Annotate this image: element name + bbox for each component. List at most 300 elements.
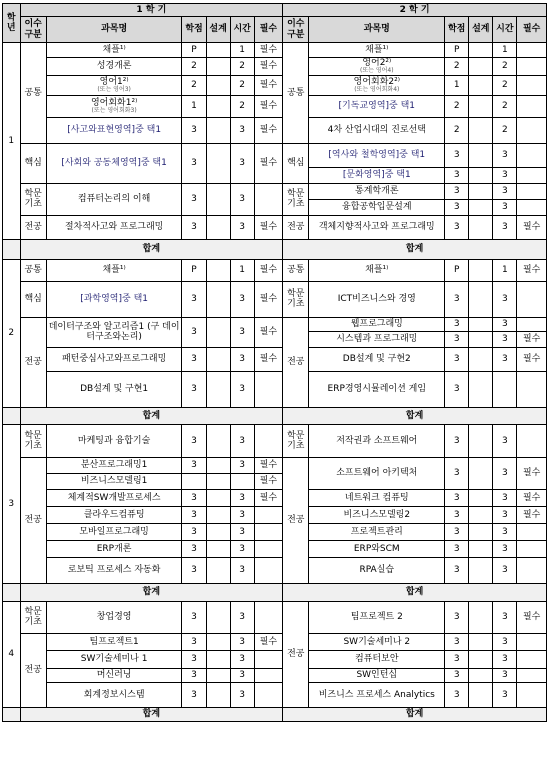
table-row — [3, 650, 547, 668]
course-credit-s2: 3 — [445, 633, 469, 650]
table-row — [3, 43, 547, 58]
header-course-s1: 과목명 — [46, 17, 182, 43]
course-type-s1: 학문기초 — [20, 424, 46, 457]
course-name-s1: 성경개론 — [46, 58, 182, 76]
course-hours-s1: 3 — [230, 183, 254, 215]
course-hours-s2: 2 — [493, 95, 517, 117]
course-hours-s2: 2 — [493, 75, 517, 95]
course-req-s2: 필수 — [517, 506, 547, 523]
year-cell — [3, 407, 21, 424]
course-type-s1: 전공 — [20, 457, 46, 583]
course-name-s2: SW인턴십 — [309, 668, 445, 682]
course-type-s2: 전공 — [283, 215, 309, 239]
course-req-s1 — [254, 601, 282, 633]
table-row — [3, 457, 547, 473]
course-credit-s1: 3 — [182, 281, 206, 317]
course-credit-s2: 3 — [445, 317, 469, 331]
course-design-s2 — [469, 682, 493, 707]
table-row — [3, 601, 547, 633]
course-design-s1 — [206, 95, 230, 117]
course-design-s2 — [469, 650, 493, 668]
course-design-s1 — [206, 43, 230, 58]
course-req-s2: 필수 — [517, 601, 547, 633]
course-name-s2: 영어2²⁾ (또는 영어4) — [309, 58, 445, 76]
course-req-s1: 필수 — [254, 143, 282, 183]
header-design-s1: 설계 — [206, 17, 230, 43]
table-row — [3, 489, 547, 506]
course-req-s2 — [517, 199, 547, 215]
course-hours-s1: 3 — [230, 668, 254, 682]
course-hours-s1: 3 — [230, 682, 254, 707]
total-label-s2: 합계 — [283, 583, 547, 601]
course-design-s2 — [469, 43, 493, 58]
course-hours-s1 — [230, 473, 254, 489]
course-hours-s1: 3 — [230, 215, 254, 239]
course-credit-s1: 2 — [182, 58, 206, 76]
year-cell: 4 — [3, 601, 21, 707]
course-credit-s1: 3 — [182, 557, 206, 583]
course-hours-s1: 3 — [230, 424, 254, 457]
course-name-s1: 팀프로젝트1 — [46, 633, 182, 650]
course-name-s1: 채플¹⁾ — [46, 259, 182, 281]
course-design-s1 — [206, 371, 230, 407]
course-design-s1 — [206, 489, 230, 506]
table-row — [3, 668, 547, 682]
course-type-s1: 전공 — [20, 317, 46, 407]
course-credit-s1: 3 — [182, 601, 206, 633]
course-req-s2 — [517, 43, 547, 58]
course-design-s1 — [206, 473, 230, 489]
course-type-s1: 공통 — [20, 259, 46, 281]
total-label-s2: 합계 — [283, 239, 547, 259]
table-row — [3, 707, 547, 721]
course-name-s2: 채플¹⁾ — [309, 43, 445, 58]
course-design-s1 — [206, 457, 230, 473]
year-cell: 1 — [3, 43, 21, 240]
table-row — [3, 506, 547, 523]
course-design-s1 — [206, 650, 230, 668]
year-cell: 2 — [3, 259, 21, 407]
course-credit-s2: 3 — [445, 682, 469, 707]
course-req-s2 — [517, 371, 547, 407]
course-hours-s1: 3 — [230, 650, 254, 668]
course-design-s1 — [206, 215, 230, 239]
course-design-s2 — [469, 117, 493, 143]
course-design-s1 — [206, 557, 230, 583]
table-row — [3, 557, 547, 583]
course-hours-s2: 3 — [493, 143, 517, 167]
course-req-s1: 필수 — [254, 215, 282, 239]
course-name-s1: SW기술세미나 1 — [46, 650, 182, 668]
course-hours-s2: 3 — [493, 457, 517, 489]
course-credit-s2: 3 — [445, 650, 469, 668]
course-design-s2 — [469, 557, 493, 583]
course-credit-s2: 3 — [445, 347, 469, 371]
course-name-s2: ERP경영시뮬레이션 게임 — [309, 371, 445, 407]
course-req-s2: 필수 — [517, 331, 547, 347]
course-hours-s2: 3 — [493, 601, 517, 633]
header-required-s1: 필수 — [254, 17, 282, 43]
course-name-s1: 분산프로그래밍1 — [46, 457, 182, 473]
course-req-s2 — [517, 95, 547, 117]
course-credit-s2: 1 — [445, 75, 469, 95]
course-name-s1: [사회와 공동체영역]중 택1 — [46, 143, 182, 183]
course-design-s2 — [469, 424, 493, 457]
total-row — [3, 239, 547, 259]
course-type-s2: 공통 — [283, 259, 309, 281]
course-credit-s1: 3 — [182, 143, 206, 183]
table-row — [3, 75, 547, 95]
year-cell — [3, 583, 21, 601]
course-design-s1 — [206, 682, 230, 707]
course-name-s1: 로보틱 프로세스 자동화 — [46, 557, 182, 583]
course-credit-s1: 3 — [182, 183, 206, 215]
course-name-s2: 시스템과 프로그래밍 — [309, 331, 445, 347]
course-credit-s1: 1 — [182, 95, 206, 117]
course-credit-s1: 3 — [182, 633, 206, 650]
course-name-s1: [과학영역]중 택1 — [46, 281, 182, 317]
header-semester-2: 2 학 기 — [283, 4, 547, 17]
course-credit-s2: 3 — [445, 281, 469, 317]
course-name-s2: 팀프로젝트 2 — [309, 601, 445, 633]
table-row — [3, 58, 547, 76]
course-name-s1: 데이터구조와 알고리즘1 (구 데이터구조와논리) — [46, 317, 182, 347]
course-hours-s2 — [493, 371, 517, 407]
course-hours-s2: 3 — [493, 424, 517, 457]
course-design-s1 — [206, 668, 230, 682]
course-hours-s1: 3 — [230, 506, 254, 523]
course-hours-s2: 3 — [493, 682, 517, 707]
course-req-s1: 필수 — [254, 457, 282, 473]
course-req-s2 — [517, 557, 547, 583]
course-credit-s1: 3 — [182, 506, 206, 523]
course-type-s2: 전공 — [283, 601, 309, 707]
course-name-s2: 채플¹⁾ — [309, 259, 445, 281]
total-label-s2: 합계 — [283, 407, 547, 424]
course-type-s1: 학문기초 — [20, 183, 46, 215]
total-label-s1: 합계 — [20, 707, 283, 721]
total-label-s1: 합계 — [20, 239, 283, 259]
course-hours-s2: 3 — [493, 317, 517, 331]
course-name-s1: 창업경영 — [46, 601, 182, 633]
course-hours-s1: 3 — [230, 457, 254, 473]
table-row — [3, 259, 547, 281]
course-hours-s1: 3 — [230, 347, 254, 371]
course-req-s2 — [517, 682, 547, 707]
course-req-s1: 필수 — [254, 58, 282, 76]
course-req-s2: 필수 — [517, 489, 547, 506]
course-hours-s2: 3 — [493, 167, 517, 183]
course-design-s2 — [469, 331, 493, 347]
course-hours-s2: 3 — [493, 557, 517, 583]
course-type-s1: 학문기초 — [20, 601, 46, 633]
course-req-s1: 필수 — [254, 95, 282, 117]
course-design-s1 — [206, 540, 230, 557]
course-credit-s2: P — [445, 43, 469, 58]
course-hours-s2: 3 — [493, 633, 517, 650]
course-hours-s2: 3 — [493, 347, 517, 371]
course-type-s1: 공통 — [20, 43, 46, 144]
course-req-s1: 필수 — [254, 117, 282, 143]
course-design-s2 — [469, 317, 493, 331]
course-credit-s1: 3 — [182, 424, 206, 457]
course-name-s2: 4차 산업시대의 진로선택 — [309, 117, 445, 143]
course-credit-s1: 3 — [182, 457, 206, 473]
course-name-s2: ERP와SCM — [309, 540, 445, 557]
course-design-s1 — [206, 523, 230, 540]
course-req-s2 — [517, 143, 547, 167]
course-name-s2: 융합공학입문설계 — [309, 199, 445, 215]
course-credit-s2: 3 — [445, 668, 469, 682]
course-type-s1: 전공 — [20, 215, 46, 239]
course-design-s1 — [206, 633, 230, 650]
course-req-s1 — [254, 424, 282, 457]
course-type-s2: 학문기초 — [283, 281, 309, 317]
course-req-s2: 필수 — [517, 215, 547, 239]
course-credit-s2: 2 — [445, 95, 469, 117]
course-hours-s2: 2 — [493, 58, 517, 76]
total-label-s1: 합계 — [20, 407, 283, 424]
course-req-s1: 필수 — [254, 633, 282, 650]
total-label-s1: 합계 — [20, 583, 283, 601]
course-design-s2 — [469, 215, 493, 239]
table-row — [3, 215, 547, 239]
course-credit-s2: 3 — [445, 506, 469, 523]
course-hours-s1: 3 — [230, 523, 254, 540]
course-design-s1 — [206, 58, 230, 76]
course-req-s1 — [254, 371, 282, 407]
course-name-s1: 채플¹⁾ — [46, 43, 182, 58]
course-req-s1 — [254, 523, 282, 540]
table-row — [3, 95, 547, 117]
course-hours-s2: 3 — [493, 523, 517, 540]
header-year: 학년 — [3, 4, 21, 43]
course-credit-s1: 3 — [182, 668, 206, 682]
table-row — [3, 117, 547, 143]
course-design-s2 — [469, 506, 493, 523]
year-cell — [3, 239, 21, 259]
course-design-s1 — [206, 347, 230, 371]
course-hours-s2: 3 — [493, 183, 517, 199]
course-design-s2 — [469, 259, 493, 281]
course-type-s1: 핵심 — [20, 281, 46, 317]
course-design-s1 — [206, 259, 230, 281]
course-req-s2 — [517, 523, 547, 540]
course-hours-s2: 1 — [493, 43, 517, 58]
course-design-s2 — [469, 95, 493, 117]
course-req-s1 — [254, 540, 282, 557]
course-name-s1: 머신러닝 — [46, 668, 182, 682]
course-design-s1 — [206, 143, 230, 183]
course-hours-s1: 3 — [230, 633, 254, 650]
course-req-s2 — [517, 58, 547, 76]
course-design-s1 — [206, 183, 230, 215]
course-hours-s2: 3 — [493, 215, 517, 239]
course-design-s2 — [469, 601, 493, 633]
course-req-s1: 필수 — [254, 75, 282, 95]
course-hours-s1: 3 — [230, 143, 254, 183]
course-credit-s2: 3 — [445, 424, 469, 457]
header-course-s2: 과목명 — [309, 17, 445, 43]
course-hours-s1: 3 — [230, 557, 254, 583]
course-design-s2 — [469, 281, 493, 317]
course-req-s2 — [517, 167, 547, 183]
table-row — [3, 540, 547, 557]
course-name-s1: ERP개론 — [46, 540, 182, 557]
course-name-s2: 소프트웨어 아키텍처 — [309, 457, 445, 489]
table-row — [3, 633, 547, 650]
course-name-s2: 웹프로그래밍 — [309, 317, 445, 331]
course-hours-s2: 3 — [493, 489, 517, 506]
course-credit-s2: 3 — [445, 371, 469, 407]
year-cell — [3, 707, 21, 721]
table-row — [3, 143, 547, 167]
course-name-s1: 절차적사고와 프로그래밍 — [46, 215, 182, 239]
course-name-s1: 클라우드컴퓨팅 — [46, 506, 182, 523]
course-credit-s2: 3 — [445, 215, 469, 239]
course-hours-s1: 1 — [230, 259, 254, 281]
course-credit-s2: 2 — [445, 117, 469, 143]
course-hours-s1: 3 — [230, 317, 254, 347]
course-hours-s1: 3 — [230, 281, 254, 317]
course-name-s2: 저작권과 소프트웨어 — [309, 424, 445, 457]
course-name-s2: SW기술세미나 2 — [309, 633, 445, 650]
course-design-s2 — [469, 183, 493, 199]
course-credit-s1: 3 — [182, 540, 206, 557]
course-name-s1: 회계정보시스템 — [46, 682, 182, 707]
table-row — [3, 347, 547, 371]
course-name-s2: 객체지향적사고와 프로그래밍 — [309, 215, 445, 239]
course-credit-s2: 3 — [445, 331, 469, 347]
course-name-s2: ICT비즈니스와 경영 — [309, 281, 445, 317]
course-hours-s2: 3 — [493, 668, 517, 682]
course-credit-s2: 2 — [445, 58, 469, 76]
course-hours-s2: 3 — [493, 506, 517, 523]
table-row — [3, 424, 547, 457]
course-name-s1: 모바일프로그래밍 — [46, 523, 182, 540]
course-req-s2 — [517, 633, 547, 650]
course-design-s1 — [206, 601, 230, 633]
total-row — [3, 583, 547, 601]
course-name-s2: 프로젝트관리 — [309, 523, 445, 540]
course-hours-s1: 3 — [230, 371, 254, 407]
course-credit-s1 — [182, 473, 206, 489]
course-name-s1: 패턴중심사고와프로그래밍 — [46, 347, 182, 371]
course-req-s1 — [254, 557, 282, 583]
course-design-s2 — [469, 75, 493, 95]
course-hours-s1: 2 — [230, 95, 254, 117]
course-credit-s1: 3 — [182, 682, 206, 707]
course-name-s2: RPA실습 — [309, 557, 445, 583]
course-credit-s1: 3 — [182, 371, 206, 407]
course-name-s1: 영어1²⁾ (또는 영어3) — [46, 75, 182, 95]
course-name-s2: [역사와 철학영역]중 택1 — [309, 143, 445, 167]
course-credit-s2: 3 — [445, 167, 469, 183]
course-hours-s1: 3 — [230, 489, 254, 506]
course-hours-s1: 3 — [230, 117, 254, 143]
course-req-s2 — [517, 317, 547, 331]
course-req-s1: 필수 — [254, 317, 282, 347]
course-name-s2: 통계학개론 — [309, 183, 445, 199]
course-name-s1: 비즈니스모델링1 — [46, 473, 182, 489]
header-required-s2: 필수 — [517, 17, 547, 43]
course-design-s2 — [469, 457, 493, 489]
course-name-s2: 네트워크 컴퓨팅 — [309, 489, 445, 506]
course-credit-s2: 3 — [445, 557, 469, 583]
course-req-s2: 필수 — [517, 259, 547, 281]
course-name-s1: 마케팅과 융합기술 — [46, 424, 182, 457]
course-req-s2 — [517, 117, 547, 143]
course-credit-s1: 3 — [182, 117, 206, 143]
course-design-s2 — [469, 143, 493, 167]
course-design-s1 — [206, 506, 230, 523]
course-design-s2 — [469, 523, 493, 540]
course-design-s1 — [206, 424, 230, 457]
course-credit-s2: 3 — [445, 601, 469, 633]
total-label-s2: 합계 — [283, 707, 547, 721]
course-req-s1 — [254, 682, 282, 707]
course-design-s2 — [469, 167, 493, 183]
course-name-s1: DB설계 및 구현1 — [46, 371, 182, 407]
header-design-s2: 설계 — [469, 17, 493, 43]
course-req-s1: 필수 — [254, 489, 282, 506]
course-type-s2: 핵심 — [283, 143, 309, 183]
course-credit-s1: 3 — [182, 650, 206, 668]
course-req-s2 — [517, 183, 547, 199]
table-row — [3, 183, 547, 199]
course-design-s2 — [469, 199, 493, 215]
table-row — [3, 281, 547, 317]
course-req-s2 — [517, 650, 547, 668]
course-type-s1: 전공 — [20, 633, 46, 707]
course-credit-s2: P — [445, 259, 469, 281]
course-req-s1: 필수 — [254, 281, 282, 317]
course-type-s1: 핵심 — [20, 143, 46, 183]
course-design-s2 — [469, 347, 493, 371]
course-credit-s1: 3 — [182, 317, 206, 347]
course-name-s1: 컴퓨터논리의 이해 — [46, 183, 182, 215]
course-hours-s1: 1 — [230, 43, 254, 58]
course-credit-s1: P — [182, 43, 206, 58]
course-req-s2: 필수 — [517, 457, 547, 489]
course-credit-s1: P — [182, 259, 206, 281]
table-row — [3, 371, 547, 407]
course-credit-s1: 3 — [182, 489, 206, 506]
course-name-s2: 비즈니스모델링2 — [309, 506, 445, 523]
course-hours-s1: 2 — [230, 58, 254, 76]
table-row — [3, 317, 547, 331]
course-credit-s2: 3 — [445, 457, 469, 489]
year-cell: 3 — [3, 424, 21, 583]
course-req-s2 — [517, 281, 547, 317]
course-req-s2: 필수 — [517, 347, 547, 371]
course-name-s2: DB설계 및 구현2 — [309, 347, 445, 371]
course-credit-s2: 3 — [445, 523, 469, 540]
course-name-s2: 비즈니스 프로세스 Analytics — [309, 682, 445, 707]
course-req-s1 — [254, 650, 282, 668]
course-credit-s1: 3 — [182, 523, 206, 540]
course-design-s1 — [206, 317, 230, 347]
course-design-s1 — [206, 75, 230, 95]
course-type-s2: 공통 — [283, 43, 309, 144]
header-hours-s2: 시간 — [493, 17, 517, 43]
course-design-s2 — [469, 668, 493, 682]
course-credit-s2: 3 — [445, 540, 469, 557]
header-credit-s2: 학점 — [445, 17, 469, 43]
course-hours-s2: 1 — [493, 259, 517, 281]
course-req-s2 — [517, 424, 547, 457]
course-req-s1: 필수 — [254, 259, 282, 281]
